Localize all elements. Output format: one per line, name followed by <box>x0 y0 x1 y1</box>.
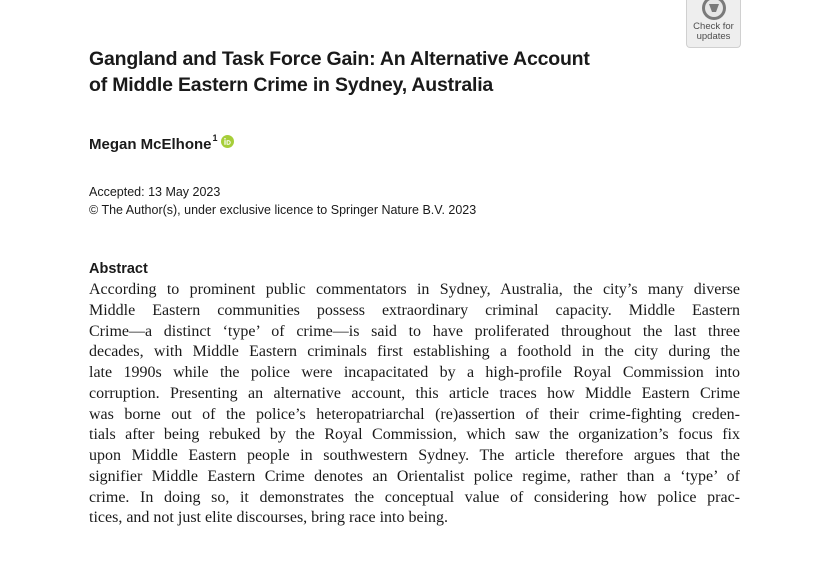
abstract-line: upon Middle Eastern people in southwestern Sydney. The article therefore argues that the <box>89 447 740 464</box>
abstract-text <box>89 280 740 529</box>
author-name[interactable]: Megan McElhone <box>89 136 212 153</box>
abstract-line: Crime—a distinct ‘type’ of crime—is said to have proliferated throughout the last three <box>89 322 740 340</box>
affiliation-mark: 1 <box>212 133 218 143</box>
title-line-1: Gangland and Task Force Gain: An Alternative Account <box>89 48 590 70</box>
abstract-line: was borne out of the police’s heteropatriarchal (re)assertion of their crime-fighting creden- <box>89 405 740 423</box>
abstract-line: corruption. Presenting an alternative account, this article traces how Middle Eastern Crime <box>89 384 740 402</box>
abstract-line: crime. In doing so, it demonstrates the conceptual value of considering how police prac- <box>89 488 740 506</box>
badge-text-line2: updates <box>696 31 731 42</box>
badge-text-line1: Check for <box>693 21 734 32</box>
abstract-line: According to prominent public commentators in Sydney, Australia, the city’s many diverse <box>89 281 740 298</box>
check-for-updates-badge[interactable] <box>686 0 741 48</box>
orcid-icon[interactable] <box>221 135 234 148</box>
abstract-line: tices, and not just elite discourses, bring race into being. <box>89 509 449 527</box>
abstract-line: late 1990s while the police were incapacitated by a high-profile Royal Commission into <box>89 364 740 381</box>
abstract-line: signifier Middle Eastern Crime denotes an Orientalist police regime, rather than a ‘type’ of <box>89 467 740 485</box>
accepted-date: Accepted: 13 May 2023 <box>89 185 221 199</box>
title-line-2: of Middle Eastern Crime in Sydney, Australia <box>89 74 494 96</box>
abstract-line: decades, with Middle Eastern criminals first establishing a foothold in the city during the <box>89 343 740 361</box>
copyright-notice: © The Author(s), under exclusive licence to Springer Nature B.V. 2023 <box>89 203 477 217</box>
abstract-line: Middle Eastern communities possess extraordinary criminal capacity. Middle Eastern <box>89 301 740 319</box>
abstract-line: tials after being rebuked by the Royal Commission, which saw the organization’s focus fix <box>89 426 740 444</box>
article-title <box>89 46 689 98</box>
article-meta <box>89 183 476 219</box>
abstract-heading: Abstract <box>89 261 148 277</box>
author-line <box>89 135 234 155</box>
check-for-updates-icon <box>700 0 728 22</box>
